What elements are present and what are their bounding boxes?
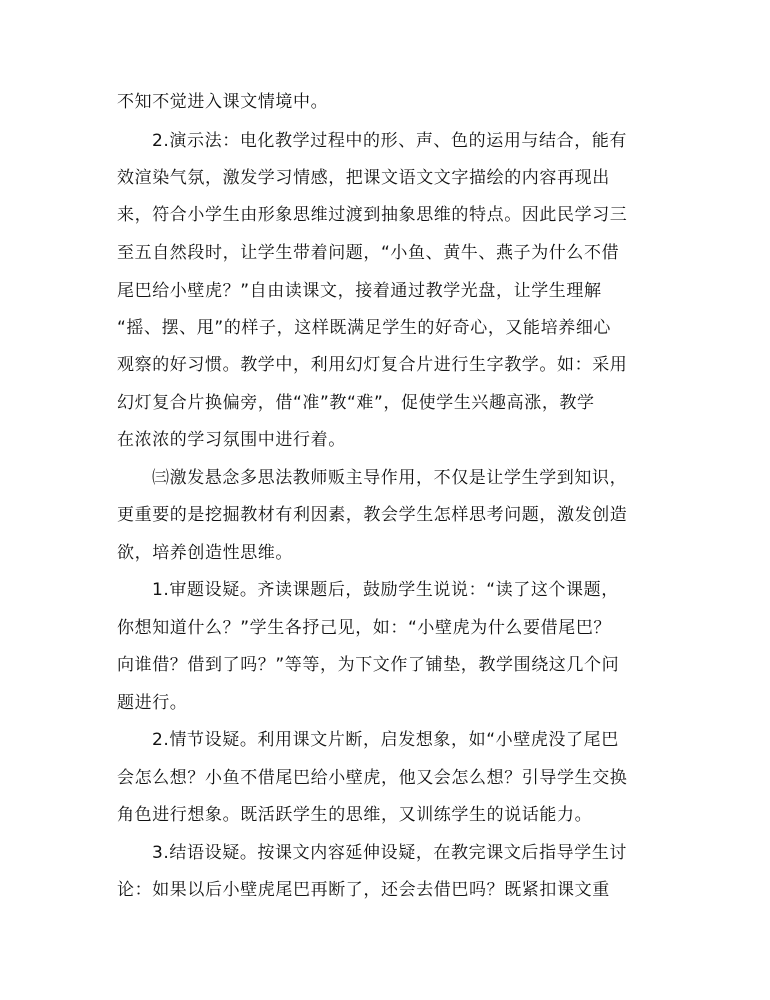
text-line: 会怎么想？小鱼不借尾巴给小壁虎，他又会怎么想？引导学生交换 xyxy=(117,768,628,788)
text-line: 来，符合小学生由形象思维过渡到抽象思维的特点。因此民学习三 xyxy=(117,205,628,225)
text-line: 角色进行想象。既活跃学生的思维，又训练学生的说话能力。 xyxy=(117,805,593,825)
text-line: 在浓浓的学习氛围中进行着。 xyxy=(117,430,346,450)
text-line: 幻灯复合片换偏旁，借“准”教“难”，促使学生兴趣高涨，教学 xyxy=(117,393,595,413)
paragraph-start-line: ㈢激发悬念多思法教师贩主导作用，不仅是让学生学到知识， xyxy=(152,468,628,488)
text-line: 你想知道什么？”学生各抒己见，如：“小壁虎为什么要借尾巴？ xyxy=(117,618,612,638)
text-line: 不知不觉进入课文情境中。 xyxy=(117,92,329,112)
paragraph-start-line: 2.演示法：电化教学过程中的形、声、色的运用与结合，能有 xyxy=(152,131,628,151)
text-line: 论：如果以后小壁虎尾巴再断了，还会去借巴吗？既紧扣课文重 xyxy=(117,880,610,900)
text-line: 至五自然段时，让学生带着问题，“小鱼、黄牛、燕子为什么不借 xyxy=(117,243,620,263)
text-line: 向谁借？借到了吗？”等等，为下文作了铺垫，教学围绕这几个问 xyxy=(117,655,620,675)
text-line: 效渲染气氛，激发学习情感，把课文语文文字描绘的内容再现出 xyxy=(117,168,610,188)
text-line: 更重要的是挖掘教材有利因素，教会学生怎样思考问题，激发创造 xyxy=(117,505,628,525)
text-line: 题进行。 xyxy=(117,693,188,713)
text-line: 观察的好习惯。教学中，利用幻灯复合片进行生字教学。如：采用 xyxy=(117,355,628,375)
paragraph-start-line: 3.结语设疑。按课文内容延伸设疑，在教完课文后指导学生讨 xyxy=(152,843,628,863)
paragraph-start-line: 1.审题设疑。齐读课题后，鼓励学生说说：“读了这个课题， xyxy=(152,580,619,600)
text-line: 欲，培养创造性思维。 xyxy=(117,543,293,563)
paragraph-start-line: 2.情节设疑。利用课文片断，启发想象，如“小壁虎没了尾巴 xyxy=(152,730,619,750)
text-line: “摇、摆、甩”的样子，这样既满足学生的好奇心，又能培养细心 xyxy=(117,318,612,338)
text-line: 尾巴给小壁虎？”自由读课文，接着通过教学光盘，让学生理解 xyxy=(117,281,602,301)
